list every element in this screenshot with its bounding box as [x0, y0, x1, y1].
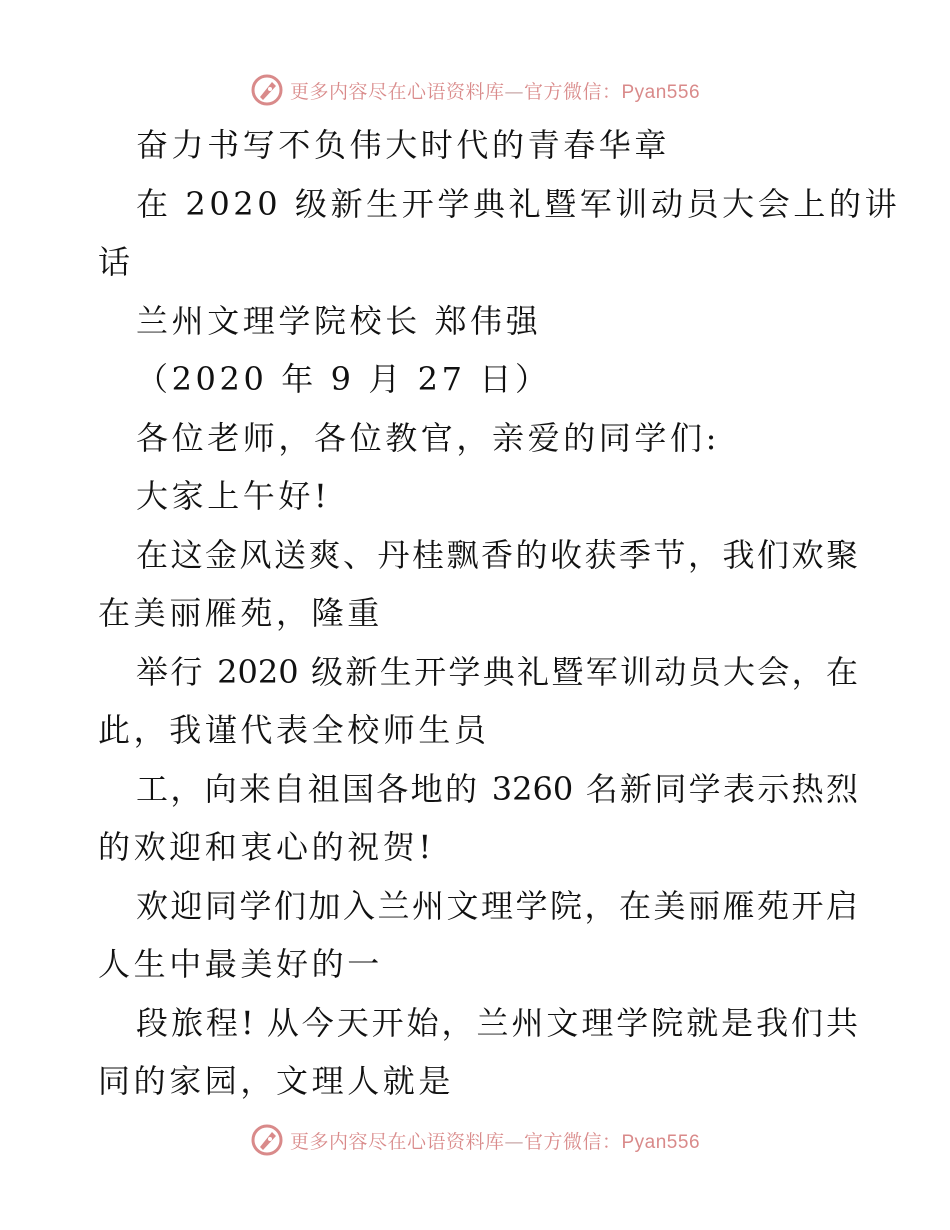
paragraph-line: 在美丽雁苑，隆重 [98, 594, 383, 632]
document-subtitle-cont: 话 [98, 243, 134, 281]
document-title: 奋力书写不负伟大时代的青春华章 [136, 126, 671, 164]
document-date: （2020 年 9 月 27 日） [136, 360, 551, 398]
greeting: 大家上午好! [136, 477, 331, 515]
paragraph-line: 工，向来自祖国各地的 3260 名新同学表示热烈 [136, 769, 858, 808]
paragraph-line: 在这金风送爽、丹桂飘香的收获季节，我们欢聚 [136, 535, 858, 574]
paragraph-line: 此，我谨代表全校师生员 [98, 711, 490, 749]
paragraph-line: 举行 2020 级新生开学典礼暨军训动员大会，在 [136, 652, 858, 691]
document-subtitle: 在 2020 级新生开学典礼暨军训动员大会上的讲 [136, 184, 901, 223]
header-watermark [0, 70, 950, 110]
pen-nib-logo-icon [250, 73, 284, 107]
footer-watermark-text: 更多内容尽在心语资料库—官方微信：Pyan556 [289, 1130, 701, 1153]
pen-nib-logo-icon [250, 1123, 284, 1157]
document-body [98, 116, 901, 1111]
paragraph-line: 欢迎同学们加入兰州文理学院，在美丽雁苑开启 [136, 886, 858, 925]
paragraph-line: 的欢迎和衷心的祝贺! [98, 828, 435, 866]
salutation: 各位老师，各位教官，亲爱的同学们: [136, 418, 720, 457]
footer-watermark [0, 1120, 950, 1160]
paragraph-line: 同的家园，文理人就是 [98, 1062, 455, 1100]
header-watermark-text: 更多内容尽在心语资料库—官方微信：Pyan556 [289, 80, 701, 103]
document-author: 兰州文理学院校长 郑伟强 [136, 301, 542, 340]
paragraph-line: 人生中最美好的一 [98, 945, 383, 983]
paragraph-line: 段旅程! 从今天开始，兰州文理学院就是我们共 [136, 1003, 858, 1042]
